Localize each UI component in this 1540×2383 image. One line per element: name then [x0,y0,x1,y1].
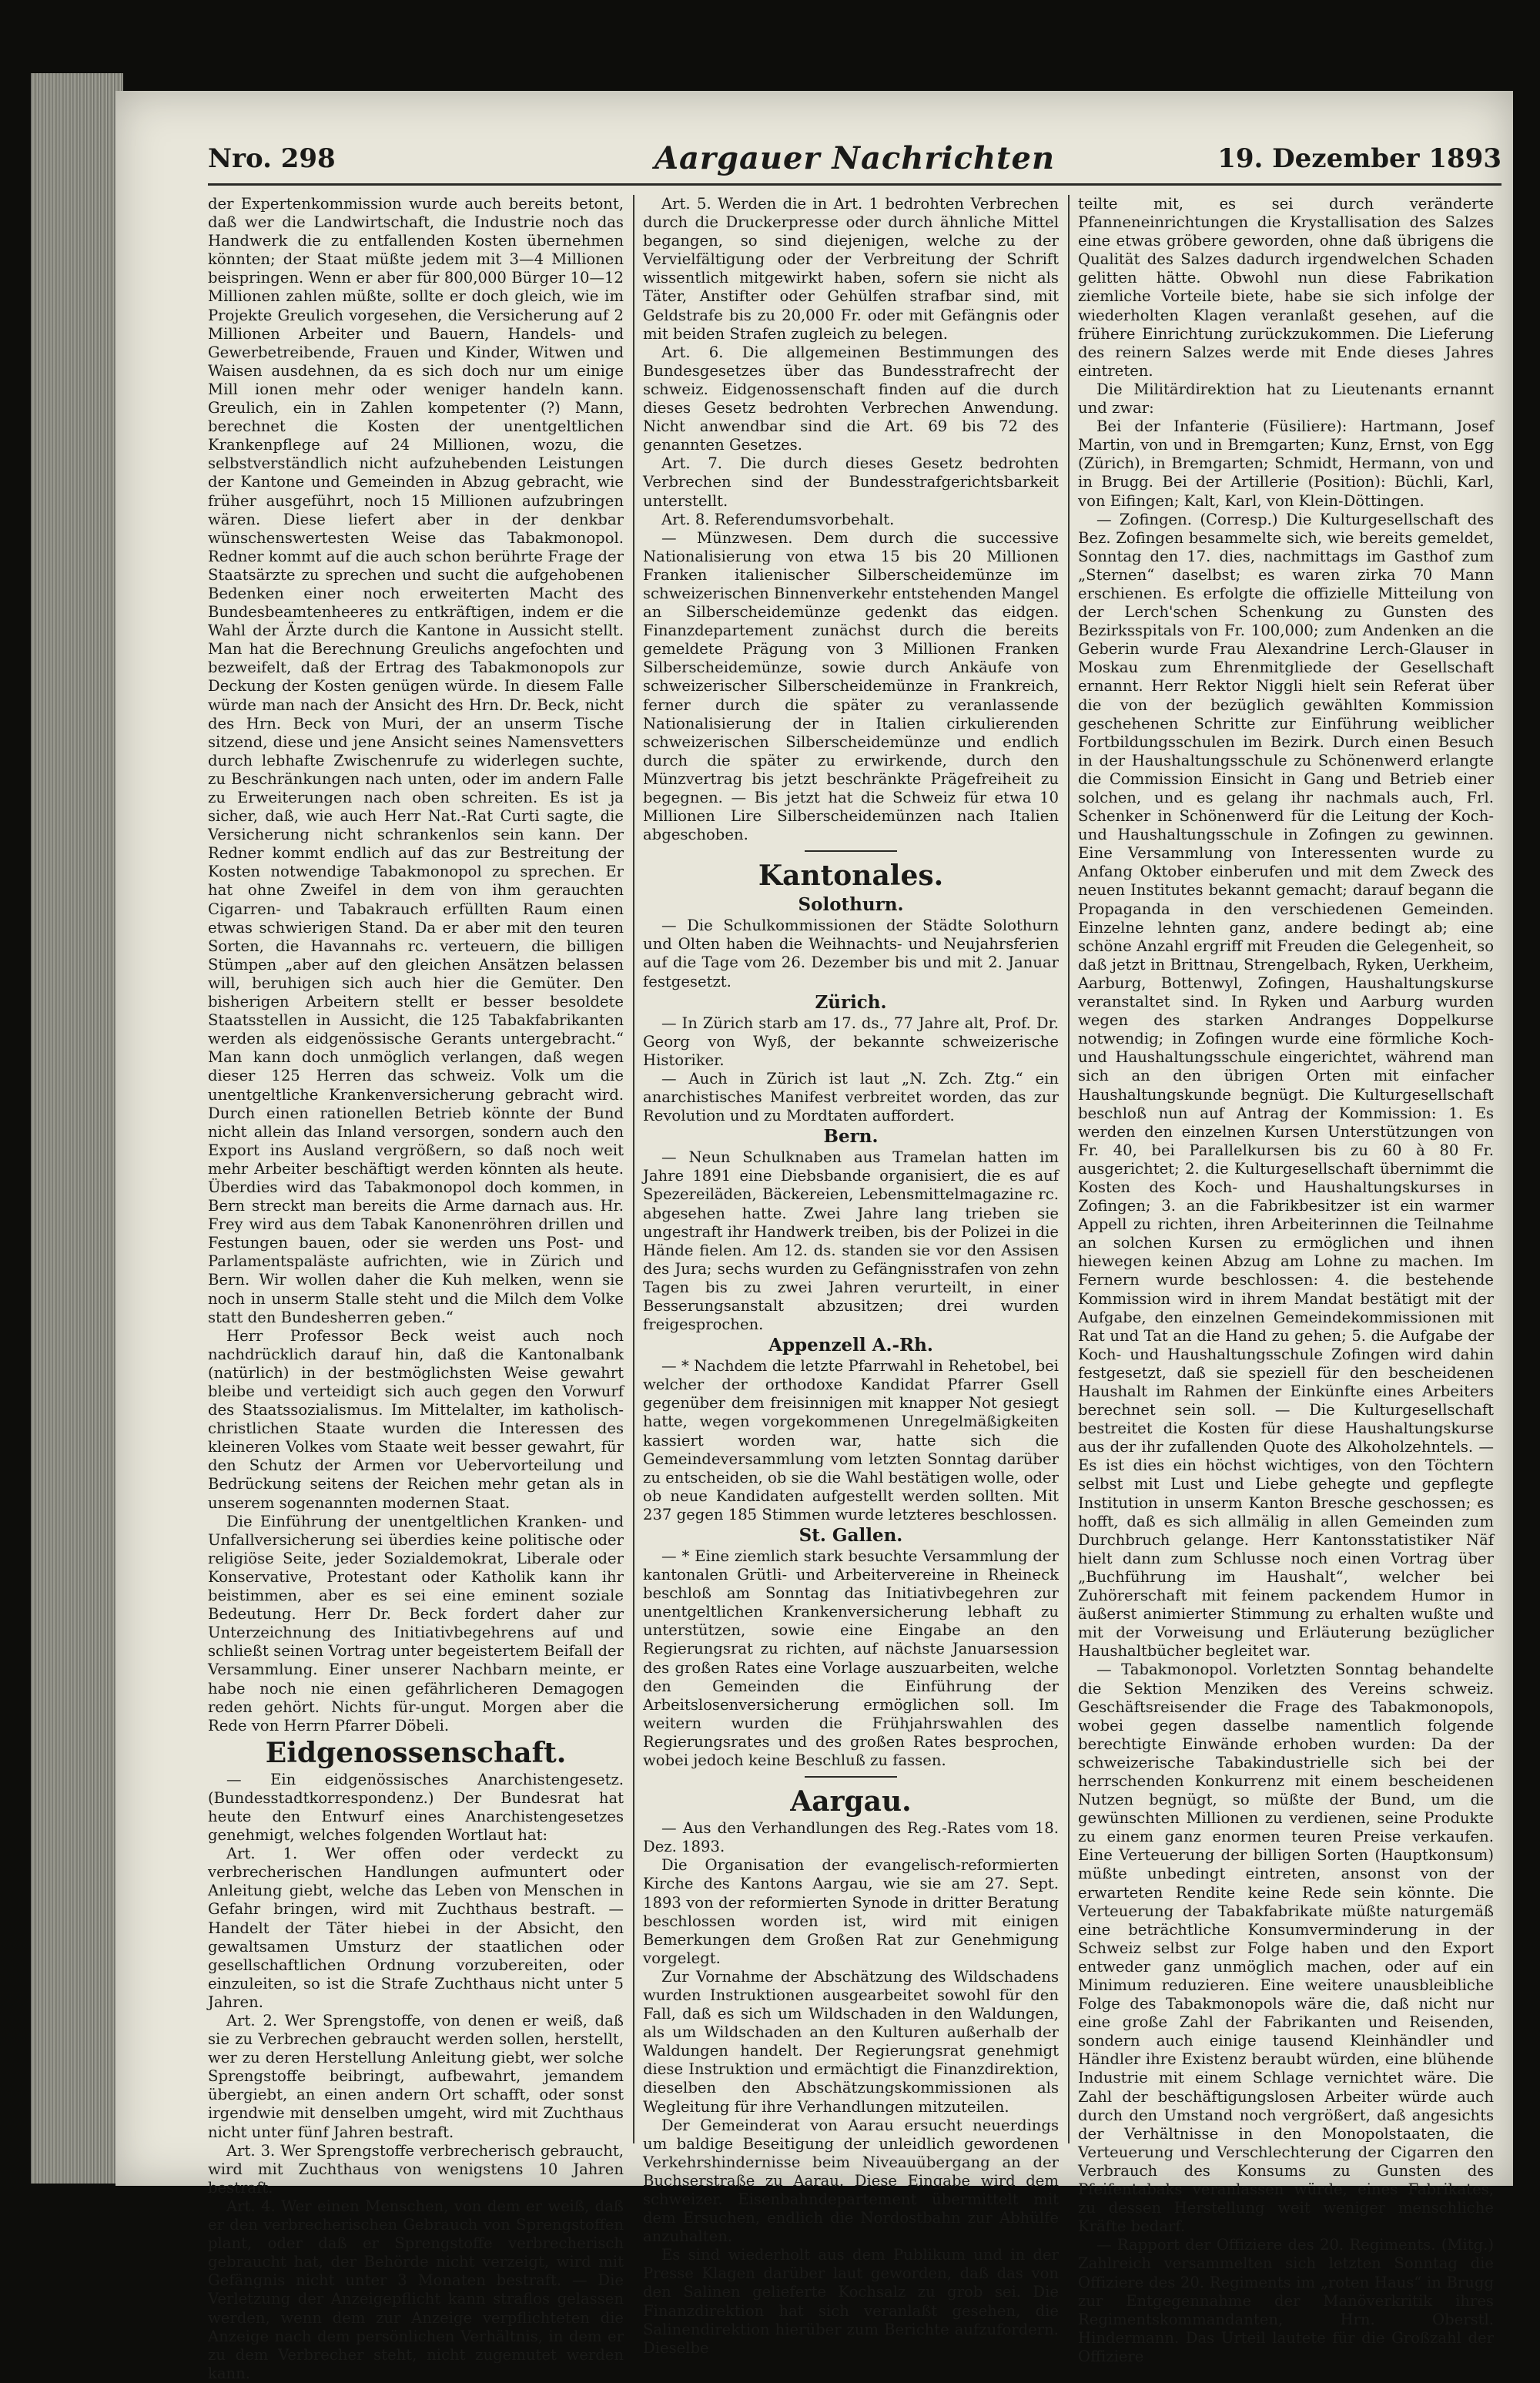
paragraph: Bei der Infanterie (Füsiliere): Hartmann, Josef Martin, von und in Bremgarten; Kunz, Ernst, von Egg (Zürich), in Bremgarten; Schmidt, Hermann, von und in Brugg. Bei der Artillerie (Position): Büchli, Karl, von Eifingen; Kalt, Karl, von Klein-Döttingen. [1078,417,1494,510]
issue-number: Nro. 298 [208,143,336,174]
paragraph: teilte mit, es sei durch veränderte Pfanneneinrichtungen die Krystallisation des Salzes eine etwas gröbere geworden, ohne daß übrigens die Qualität des Salzes dadurch irgendwelchen Schaden gelitten hätte. Obwohl nun diese Fabrikation ziemliche Vorteile biete, habe sie sich infolge der wiederholten Klagen veranlaßt gesehen, auf die frühere Einrichtung zurückzukommen. Die Lieferung des reinern Salzes werde mit Ende dieses Jahres eintreten. [1078,195,1494,380]
subheading-bern: Bern. [823,1126,879,1148]
paragraph: — Münzwesen. Dem durch die successive Nationalisierung von etwa 15 bis 20 Millionen Franken italienischer Silberscheidemünze im schweizerischen Binnenverkehr entstehenden Mangel an Silberscheidemünze gedenkt das eidgen. Finanzdepartement zunächst durch die bereits gemeldete Prägung von 3 Millionen Franken Silberscheidemünze, sowie durch Ankäufe von schweizerischer Silberscheidemünze in Frankreich, ferner durch die später zu veranlassende Nationalisierung der in Italien cirkulierenden schweizerischen Silberscheidemünze und endlich durch die später zu erwirkende, durch den Münzvertrag bis jetzt beschränkte Prägefreiheit zu begegnen. — Bis jetzt hat die Schweiz für etwa 10 Millionen Lire Silberscheidemünzen nach Italien abgeschoben. [643,528,1059,844]
paragraph: Der Gemeinderat von Aarau ersucht neuerdings um baldige Beseitigung der unleidlich gewordenen Verkehrshindernisse beim Niveauübergang an der Buchserstraße zu Aarau. Diese Eingabe wird dem schweizer. Eisenbahndepartement übermittelt mit dem Ersuchen, endlich die Nordostbahn zur Abhülfe anzuhalten. [643,2116,1059,2246]
paragraph: — Zofingen. (Corresp.) Die Kulturgesellschaft des Bez. Zofingen besammelte sich, wie bereits gemeldet, Sonntag den 17. dies, nachmittags im Gasthof zum „Sternen“ daselbst; es waren zirka 70 Mann erschienen. Es erfolgte die offizielle Mitteilung von der Lerch'schen Schenkung zu Gunsten des Bezirksspitals von Fr. 100,000; zum Andenken an die Geberin wurde Frau Alexandrine Lerch-Glauser in Moskau zum Ehrenmitgliede der Gesellschaft ernannt. Herr Rektor Niggli hielt sein Referat über die von der bezüglich gewählten Kommission geschehenen Schritte zur Einführung weiblicher Fortbildungsschulen im Bezirk. Durch einen Besuch in der Haushaltungsschule zu Schönenwerd erlangte die Commission Einsicht in Gang und Betrieb einer solchen, und es gelang ihr nachmals auch, Frl. Schenker in Schönenwerd für die Leitung der Koch- und Haushaltungsschule in Zofingen zu gewinnen. Eine Versammlung von Interessenten wurde zu Anfang Oktober einberufen und mit dem Zweck des neuen Institutes bekannt gemacht; darauf begann die Propaganda in den verschiedenen Gemeinden. Einzelne lehnten ganz, andere bedingt ab; eine schöne Anzahl ergriff mit Freuden die Gelegenheit, so daß jetzt in Brittnau, Strengelbach, Ryken, Uerkheim, Aarburg, Bottenwyl, Zofingen, Haushaltungskurse veranstaltet sind. In Ryken und Aarburg wurden wegen des starken Andranges Doppelkurse notwendig; in Zofingen wurde eine förmliche Koch- und Haushaltungsschule eingerichtet, während man sich an den übrigen Orten mit einfacher Haushaltungskunde begnügt. Die Kulturgesellschaft beschloß nun auf Antrag der Kommission: 1. Es werden den einzelnen Kursen Unterstützungen von Fr. 40, bei Parallelkursen bis zu 60 à 80 Fr. ausgerichtet; 2. die Kulturgesellschaft übernimmt die Kosten des Koch- und Haushaltungskurses in Zofingen; 3. an die Fabrikbesitzer ist ein warmer Appell zu richten, ihren Arbeiterinnen die Teilnahme an solchen Kursen zu ermöglichen und ihnen hiewegen keinen Abzug am Lohne zu machen. Im Fernern wurde beschlossen: 4. die bestehende Kommission wird in ihrem Mandat bestätigt mit der Aufgabe, den einzelnen Gemeindekommissionen mit Rat und Tat an die Hand zu gehen; 5. die Aufgabe der Koch- und Haushaltungsschule Zofingen wird dahin festgesetzt, daß sie speziell für den bescheidenen Haushalt im Rahmen der Einkünfte eines Arbeiters berechnet sein soll. — Die Kulturgesellschaft bestreitet die Kosten für diese Haushaltungskurse aus der ihr zufallenden Quote des Alkoholzehntels. — Es ist dies ein höchst wichtiges, von den Töchtern selbst mit Lust und Liebe gehegte und gepflegte Institution in unserm Kanton Bresche geschossen; es hofft, daß es sich allmälig in allen Gemeinden zum Durchbruch gelange. Herr Kantonsstatistiker Näf hielt dann zum Schlusse noch einen Vortrag über „Buchführung im Haushalt“, welcher bei Zuhörerschaft mit feinem packendem Humor in äußerst animierter Stimmung zu erhalten wußte und mit der Vorweisung und Erläuterung bezüglicher Haushaltbücher begleitet war. [1078,510,1494,1661]
paragraph: Die Organisation der evangelisch-reformierten Kirche des Kantons Aargau, wie sie am 27. Sept. 1893 von der reformierten Synode in dritter Beratung beschlossen worden ist, wird mit einigen Bemerkungen dem Großen Rat zur Genehmigung vorgelegt. [643,1856,1059,1967]
separator-line [805,850,897,852]
paragraph: Art. 2. Wer Sprengstoffe, von denen er weiß, daß sie zu Verbrechen gebraucht werden sollen, herstellt, wer zu deren Herstellung Anleitung giebt, wer solche Sprengstoffe beibringt, aufbewahrt, jemandem übergiebt, an einen andern Ort schafft, oder sonst irgendwie mit denselben umgeht, wird mit Zuchthaus nicht unter fünf Jahren bestraft. [208,2012,624,2141]
section-heading-kantonales: Kantonales. [758,860,944,893]
paragraph: der Expertenkommission wurde auch bereits betont, daß wer die Landwirtschaft, die Industrie noch das Handwerk die zu entfallenden Kosten übernehmen könnten; der Staat müßte jedem mit 3—4 Millionen beispringen. Wenn er aber für 800,000 Bürger 10—12 Millionen zahlen müßte, sollte er doch gleich, wie im Projekte Greulich vorgesehen, die Versicherung auf 2 Millionen Arbeiter und Bauern, Handels- und Gewerbetreibende, Frauen und Kinder, Witwen und Waisen ausdehnen, da es sich doch nur um einige Mill ionen mehr oder weniger handeln kann. Greulich, ein in Zahlen kompetenter (?) Mann, berechnet die Kosten der unentgeltlichen Krankenpflege auf 24 Millionen, wozu, die selbstverständlich nicht aufzuhebenden Leistungen der Kantone und Gemeinden in Abzug gebracht, wie früher ausgeführt, noch 15 Millionen aufzubringen wären. Diese liefert aber in der denkbar wünschenswertesten Weise das Tabakmonopol. Redner kommt auf die auch schon berührte Frage der Staatsärzte zu sprechen und sucht die aufgehobenen Bedenken einer noch erweiterten Macht des Bundesbeamtenheeres zu entkräftigen, indem er die Wahl der Ärzte durch die Kantone in Aussicht stellt. Man hat die Berechnung Greulichs angefochten und bezweifelt, daß der Ertrag des Tabakmonopols zur Deckung der Kosten genügen würde. In diesem Falle würde man nach der Ansicht des Hrn. Dr. Beck, nicht des Hrn. Beck von Muri, der an unserm Tische sitzend, diese und jene Ansicht seines Namensvetters durch lebhafte Zwischenrufe zu widerlegen suchte, zu Beschränkungen nach unten, oder im andern Falle zu Erweiterungen nach oben schreiten. Es ist ja sicher, daß, wie auch Herr Nat.-Rat Curti sagte, die Versicherung nicht schrankenlos sein kann. Der Redner kommt endlich auf das zur Bestreitung der Kosten notwendige Tabakmonopol zu sprechen. Er hat ohne Zweifel in dem von ihm gerauchten Cigarren- und Tabakrauch erfüllten Raum einen etwas schwierigen Stand. Da er aber mit den teuren Sorten, die Havannahs rc. verteuern, die billigen Stümpen „aber auf den gleichen Ansätzen belassen will, beruhigen sich auch hier die Gemüter. Den bisherigen Arbeitern stellt er besser besoldete Staatsstellen in Aussicht, die 125 Tabakfabrikanten werden als eidgenössische Gerants untergebracht.“ Man kann doch unmöglich verlangen, daß wegen dieser 125 Herren das schweiz. Volk um die unentgeltliche Krankenversicherung gebracht wird. Durch einen rationellen Betrieb könnte der Bund nicht allein das Inland versorgen, sondern auch den Export ins Ausland vergrößern, so daß noch weit mehr Arbeiter beschäftigt werden könnten als heute. Überdies wird das Tabakmonopol doch kommen, in Bern streckt man bereits die Arme darnach aus. Hr. Frey wird aus dem Tabak Kanonenröhren drillen und Festungen bauen, oder sie werden uns Post- und Parlamentspaläste aufrichten, wie in Zürich und Bern. Wir wollen daher die Kuh melken, wenn sie noch in unserm Stalle steht und die Milch dem Volke statt den Bundesherren geben.“ [208,195,624,1326]
paragraph: Herr Professor Beck weist auch noch nachdrücklich darauf hin, daß die Kantonalbank (natürlich) in der bestmöglichsten Weise gewahrt bleibe und verteidigt sich auch gegen den Vorwurf des Staatssozialismus. Im Mittelalter, im katholisch-christlichen Staate wurden die Interessen des kleineren Volkes vom Staate weit besser gewahrt, für den Schutz der Armen vor Uebervorteilung und Bedrückung seitens der Reichen mehr getan als in unserem sogenannten modernen Staat. [208,1326,624,1512]
column-rule [633,195,634,2143]
paragraph: — * Nachdem die letzte Pfarrwahl in Rehetobel, bei welcher der orthodoxe Kandidat Pfarrer Gsell gegenüber dem freisinnigen mit knapper Not gesiegt hatte, wegen vorgekommenen Unregelmäßigkeiten kassiert worden war, hatte sich die Gemeindeversammlung vom letzten Sonntag darüber zu entscheiden, ob sie die Wahl bestätigen wolle, oder ob neue Kandidaten aufgestellt werden sollten. Mit 237 gegen 185 Stimmen wurde letzteres beschlossen. [643,1357,1059,1523]
page-header [208,137,1502,186]
column-3 [1078,195,1494,2365]
paragraph: Art. 4. Wer einen Menschen, von dem er weiß, daß er den verbrecherischen Gebrauch von Sprengstoffen plant, oder daß er Sprengstoffe verbrecherisch gebraucht hat, der Behörde nicht verzeigt, wird mit Gefängnis nicht unter 3 Monaten bestraft. — Die Verletzung der Anzeigepflicht kann straflos gelassen werden, wenn dem zur Anzeige verpflichteten die Anzeige nach dem persönlichen Verhältnis, in dem er zu dem Verbrecher steht, nicht zugemutet werden kann. [208,2197,624,2382]
paragraph: — Die Schulkommissionen der Städte Solothurn und Olten haben die Weihnachts- und Neujahrsferien auf die Tage vom 26. Dezember bis und mit 2. Januar festgesetzt. [643,917,1059,990]
issue-date: 19. Dezember 1893 [1217,143,1502,174]
paragraph: — * Eine ziemlich stark besuchte Versammlung der kantonalen Grütli- und Arbeitervereine in Rheineck beschloß am Sonntag das Initiativbegehren zur unentgeltlichen Krankenversicherung lebhaft zu unterstützen, sowie eine Eingabe an den Regierungsrat zu richten, auf nächste Januarsession des großen Rates eine Vorlage auszuarbeiten, welche den Gemeinden die Einführung der Arbeitslosenversicherung ermöglichen soll. Im weitern wurden die Frühjahrswahlen des Regierungsrates und des großen Rates besprochen, wobei jedoch keine Beschluß zu fassen. [643,1547,1059,1770]
paragraph: Zur Vornahme der Abschätzung des Wildschadens wurden Instruktionen ausgearbeitet sowohl für den Fall, daß es sich um Wildschaden in den Waldungen, als um Wildschaden an den Kulturen außerhalb der Waldungen handelt. Der Regierungsrat genehmigt diese Instruktion und ermächtigt die Finanzdirektion, dieselben den Abschätzungskommissionen als Wegleitung für ihre Verhandlungen mitzuteilen. [643,1967,1059,2116]
column-2 [643,195,1059,2357]
paragraph: Art. 5. Werden die in Art. 1 bedrohten Verbrechen durch die Druckerpresse oder durch ähnliche Mittel begangen, so sind diejenigen, welche zu der Vervielfältigung oder der Verbreitung der Schrift wissentlich mitgewirkt haben, sofern sie nicht als Täter, Anstifter oder Gehülfen strafbar sind, mit Geldstrafe bis zu 20,000 Fr. oder mit Gefängnis oder mit beiden Strafen zugleich zu belegen. [643,195,1059,343]
newspaper-page [116,91,1513,2382]
section-heading-aargau: Aargau. [790,1785,912,1818]
paragraph: — Tabakmonopol. Vorletzten Sonntag behandelte die Sektion Menziken des Vereins schweiz. Geschäftsreisender die Frage des Tabakmonopols, wobei gegen dasselbe namentlich folgende berechtigte Einwände erhoben wurden: Da der schweizerische Tabakindustrielle sich bei der herrschenden Konkurrenz mit einem bescheidenen Nutzen begnügt, so müßte der Bund, um die gewünschten Millionen zu verdienen, seine Produkte zu einem ganz enormen teuren Preise verkaufen. Eine Verteuerung der billigen Sorten (Hauptkonsum) müßte unbedingt eintreten, ansonst von der erwarteten Rendite keine Rede sein könnte. Die Verteuerung der Tabakfabrikate müßte naturgemäß eine beträchtliche Konsumverminderung in der Schweiz selbst zur Folge haben und den Export entweder ganz unmöglich machen, oder auf ein Minimum reduzieren. Eine weitere unausbleibliche Folge des Tabakmonopols wäre die, daß nicht nur eine große Zahl der Fabrikanten und Reisenden, sondern auch einige tausend Kleinhändler und Händler ihre Existenz beraubt würden, eine blühende Industrie mit einem Schlage vernichtet wäre. Die Zahl der beschäftigungslosen Arbeiter würde auch durch den Umstand noch vergrößert, daß angesichts der Verhältnisse in den Monopolstaaten, die Verteuerung und Verschlechterung der Cigarren den Verbrauch des Konsums zu Gunsten des Pfeifentabaks veranlassen würde, eines Fabrikates, zu dessen Herstellung weit weniger menschliche Kräfte bedarf. [1078,1661,1494,2236]
masthead-title: Aargauer Nachrichten [654,140,1056,176]
paragraph: — Aus den Verhandlungen des Reg.-Rates vom 18. Dez. 1893. [643,1819,1059,1856]
paragraph: Art. 6. Die allgemeinen Bestimmungen des Bundesgesetzes über das Bundesstrafrecht der schweiz. Eidgenossenschaft finden auf die durch dieses Gesetz bedrohten Verbrechen Anwendung. Nicht anwendbar sind die Art. 69 bis 72 des genannten Gesetzes. [643,343,1059,454]
section-heading-eidgenossenschaft: Eidgenossenschaft. [265,1736,567,1769]
paragraph: Die Einführung der unentgeltlichen Kranken- und Unfallversicherung sei überdies keine politische oder religiöse Seite, jeder Sozialdemokrat, Liberale oder Konservative, Protestant oder Katholik kann ihr beistimmen, aber es sei eine eminent soziale Bedeutung. Herr Dr. Beck fordert daher zur Unterzeichnung des Initiativbegehrens auf und schließt seinen Vortrag unter begeistertem Beifall der Versammlung. Einer unserer Nachbarn meinte, er habe noch nie einen gefährlicheren Demagogen reden gehört. Nichts für-ungut. Morgen aber die Rede von Herrn Pfarrer Döbeli. [208,1512,624,1734]
paragraph: Art. 7. Die durch dieses Gesetz bedrohten Verbrechen sind der Bundesstrafgerichtsbarkeit unterstellt. [643,454,1059,510]
paragraph: Die Militärdirektion hat zu Lieutenants ernannt und zwar: [1078,380,1494,417]
paragraph: Art. 1. Wer offen oder verdeckt zu verbrecherischen Handlungen aufmuntert oder Anleitung giebt, welche das Leben von Menschen in Gefahr bringen, wird mit Zuchthaus bestraft. — Handelt der Täter hiebei in der Absicht, den gewaltsamen Umsturz der staatlichen oder gesellschaftlichen Ordnung vorzubereiten, oder einzuleiten, so ist die Strafe Zuchthaus nicht unter 5 Jahren. [208,1845,624,2011]
book-page-edges [31,73,123,2184]
column-1 [208,195,624,2382]
separator-line [805,1776,897,1778]
paragraph: Es sind wiederholt aus dem Publikum und in der Presse Klagen darüber laut geworden, daß das von den Salinen gelieferte Kochsalz zu grob sei. Die Finanzdirektion hat sich veranlaßt gesehen, die Salinendirektion hierüber zum Berichte aufzufordern. Dieselbe [643,2246,1059,2357]
paragraph: — Auch in Zürich ist laut „N. Zch. Ztg.“ ein anarchistisches Manifest verbreitet worden, das zur Revolution und zu Mordtaten auffordert. [643,1069,1059,1125]
subheading-st-gallen: St. Gallen. [798,1525,903,1546]
paragraph: Art. 8. Referendumsvorbehalt. [661,510,895,528]
paragraph: — In Zürich starb am 17. ds., 77 Jahre alt, Prof. Dr. Georg von Wyß, der bekannte schweizerische Historiker. [643,1014,1059,1069]
paragraph: — Ein eidgenössisches Anarchistengesetz. (Bundesstadtkorrespondenz.) Der Bundesrat hat heute den Entwurf eines Anarchistengesetzes genehmigt, welches folgenden Wortlaut hat: [208,1770,624,1845]
subheading-appenzell: Appenzell A.-Rh. [768,1335,933,1356]
paragraph: — Neun Schulknaben aus Tramelan hatten im Jahre 1891 eine Diebsbande organisiert, die es auf Spezereiläden, Bäckereien, Lebensmittelmagazine rc. abgesehen hatte. Zwei Jahre lang trieben sie ungestraft ihr Handwerk treiben, bis der Polizei in die Hände fielen. Am 12. ds. standen sie vor den Assisen des Jura; sechs wurden zu Gefängnisstrafen von zehn Tagen bis zu zwei Jahren verurteilt, in einer Besserungsanstalt abzusitzen; drei wurden freigesprochen. [643,1148,1059,1334]
scan-background [1513,73,1540,2184]
subheading-zuerich: Zürich. [815,991,887,1013]
paragraph: Art. 3. Wer Sprengstoffe verbrecherisch gebraucht, wird mit Zuchthaus von wenigstens 10 Jahren bestraft. [208,2141,624,2197]
paragraph: — Rapport der Offiziere des 20. Regiments. (Mitg.) Zahlreich versammelten sich letzten Sonntag die Offiziere des 20. Regiments im „roten Haus“ in Brugg zur Entgegennahme der Manöverkritik ihres Regimentskommandanten, Hrn. Oberstl. Hindermann. Das Urteil lautete für die Großzahl der Offiziere [1078,2236,1494,2365]
column-rule [1068,195,1070,2143]
subheading-solothurn: Solothurn. [798,894,904,916]
